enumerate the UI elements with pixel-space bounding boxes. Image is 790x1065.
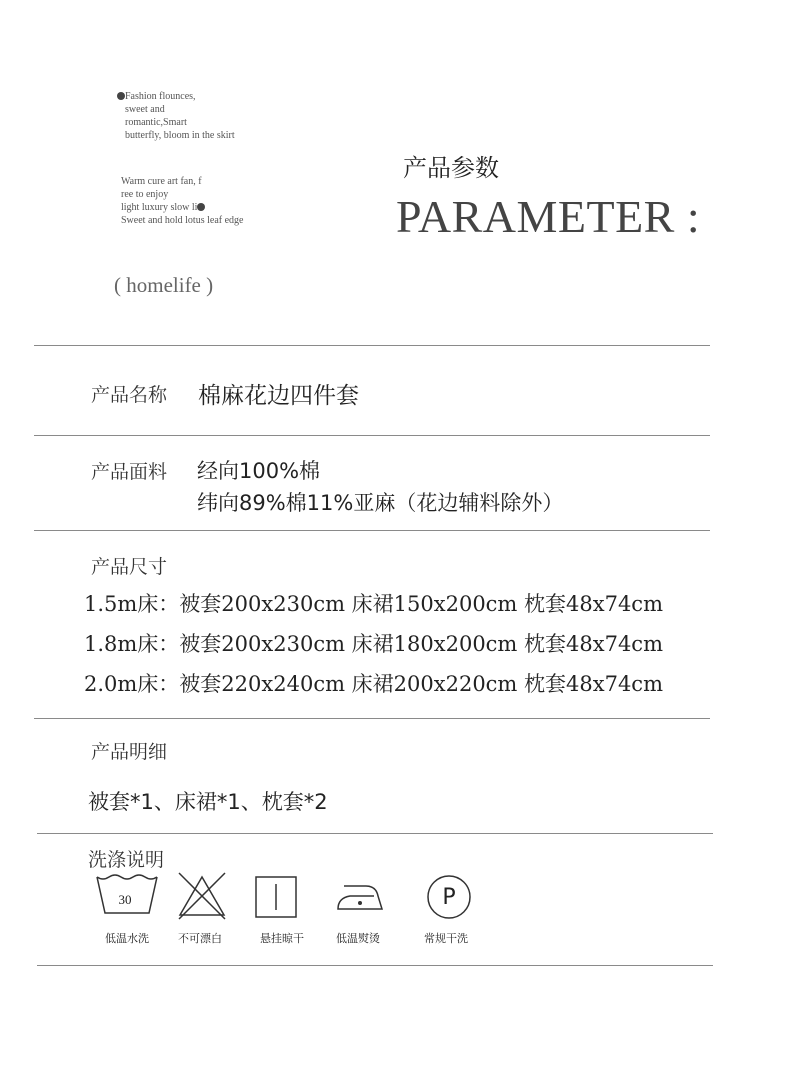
hang-dry-icon [255,876,297,918]
bullet-dot-icon [117,92,125,100]
care-label: 洗涤说明 [88,849,165,871]
fabric-line: 经向100%棉 [197,459,321,483]
fabric-label: 产品面料 [91,461,168,483]
product-name-label: 产品名称 [91,384,168,406]
divider [34,435,710,436]
divider [34,345,710,346]
low-temp-iron-icon [336,876,384,912]
title-english: PARAMETER : [396,191,701,242]
care-item-label: 低温熨烫 [336,932,380,945]
care-item-label: 低温水洗 [105,932,149,945]
poem-block-1: Fashion flounces, sweet and romantic,Smart butterfly, bloom in the skirt [117,90,235,142]
care-item-label: 悬挂晾干 [260,932,304,945]
title-chinese: 产品参数 [403,154,499,182]
divider [37,833,713,834]
divider [34,718,710,719]
size-line: 1.5m床：被套200x230cm 床裙150x200cm 枕套48x74cm [84,592,663,616]
product-name-value: 棉麻花边四件套 [198,383,359,409]
dry-clean-icon [426,874,472,920]
svg-text:30: 30 [118,892,132,907]
homelife-tag: ( homelife ) [114,273,214,297]
detail-label: 产品明细 [91,741,168,763]
fabric-line: 纬向89%棉11%亚麻（花边辅料除外） [197,491,564,515]
detail-value: 被套*1、床裙*1、枕套*2 [88,790,328,814]
bullet-dot-icon [197,203,205,211]
poem-block-2: Warm cure art fan, f ree to enjoy light luxury slow li Sweet and hold lotus leaf edge [121,176,244,226]
no-bleach-icon [177,871,227,921]
size-line: 1.8m床：被套200x230cm 床裙180x200cm 枕套48x74cm [84,632,663,656]
svg-text:P: P [442,885,456,910]
low-temp-wash-icon [95,873,159,917]
care-item-label: 常规干洗 [424,932,468,945]
divider [37,965,713,966]
divider [34,530,710,531]
size-line: 2.0m床：被套220x240cm 床裙200x220cm 枕套48x74cm [84,672,663,696]
care-item-label: 不可漂白 [178,932,222,945]
size-label: 产品尺寸 [91,556,168,578]
